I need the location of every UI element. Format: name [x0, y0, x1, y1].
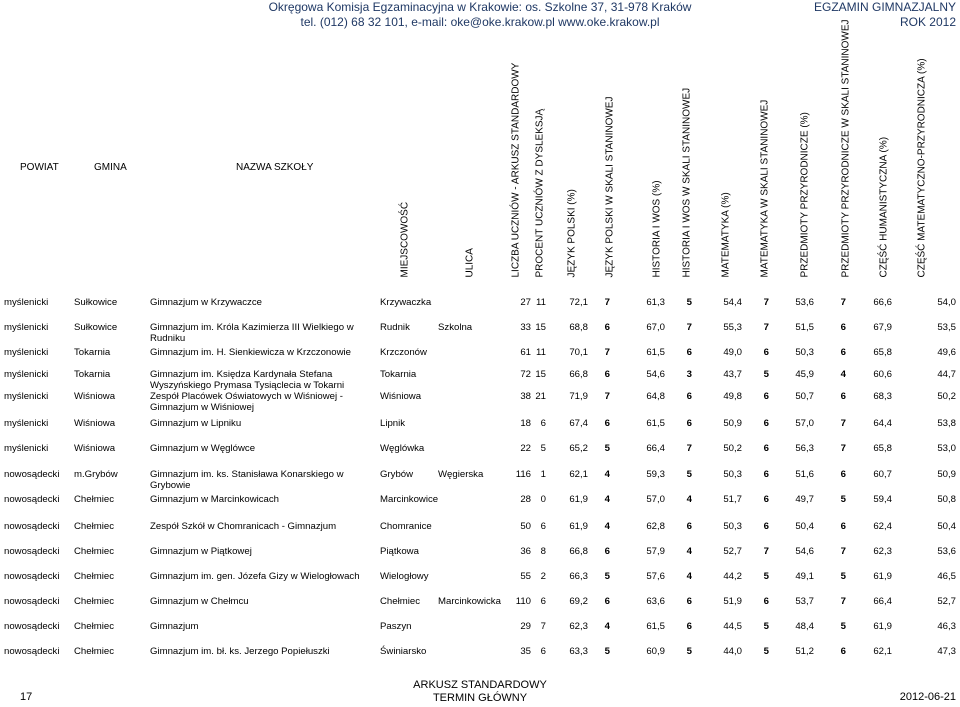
table-cell: Tokarnia [74, 369, 111, 380]
table-cell: 4 [840, 369, 846, 380]
table-cell: myślenicki [4, 297, 49, 308]
table-cell: 47,3 [937, 646, 956, 657]
table-cell: 5 [686, 646, 692, 657]
table-cell: 6 [540, 596, 546, 607]
table-cell: 0 [540, 494, 546, 505]
table-cell: 11 [536, 347, 546, 358]
table-cell: nowosądecki [4, 596, 60, 607]
table-cell: 4 [604, 469, 610, 480]
table-cell: 6 [840, 469, 846, 480]
table-cell: 53,0 [937, 443, 956, 454]
table-cell: 61,9 [569, 521, 588, 532]
table-cell: 54,6 [795, 546, 814, 557]
table-cell: nowosądecki [4, 494, 60, 505]
table-cell: nowosądecki [4, 469, 60, 480]
table-cell: 110 [515, 596, 531, 607]
table-cell: 6 [604, 596, 610, 607]
header-right2: ROK 2012 [899, 15, 956, 29]
table-cell: 44,0 [723, 646, 742, 657]
table-cell: 54,4 [723, 297, 742, 308]
table-row [0, 418, 960, 436]
table-cell: 68,8 [569, 322, 588, 333]
table-cell: 35 [520, 646, 531, 657]
table-cell: Wielogłowy [380, 571, 429, 582]
table-cell: Chełmiec [74, 646, 114, 657]
table-cell: Gimnazjum im. bł. ks. Jerzego Popiełuszki [150, 646, 330, 657]
table-cell: 66,4 [646, 443, 665, 454]
header-right1: EGZAMIN GIMNAZJALNY [813, 0, 956, 14]
table-cell: 6 [686, 418, 692, 429]
table-cell: 51,9 [723, 596, 742, 607]
table-cell: 66,6 [873, 297, 892, 308]
table-cell: nowosądecki [4, 546, 60, 557]
table-cell: 22 [520, 443, 531, 454]
table-cell: 49,0 [723, 347, 742, 358]
table-cell: 7 [540, 621, 546, 632]
table-cell: 5 [763, 369, 769, 380]
table-cell: 6 [763, 596, 769, 607]
col-pps: PRZEDMIOTY PRZYRODNICZE W SKALI STANINOWEJ [840, 19, 852, 278]
table-cell: m.Grybów [74, 469, 118, 480]
table-cell: 4 [686, 546, 692, 557]
table-cell: 53,8 [937, 418, 956, 429]
table-row [0, 494, 960, 512]
table-cell: 6 [686, 521, 692, 532]
table-cell: Paszyn [380, 621, 412, 632]
table-cell: 51,5 [795, 322, 814, 333]
table-cell: 15 [535, 369, 546, 380]
table-cell: 57,9 [646, 546, 665, 557]
table-cell: 5 [763, 646, 769, 657]
table-cell: 50,9 [937, 469, 956, 480]
table-cell: 5 [763, 621, 769, 632]
table-cell: 61,5 [646, 347, 665, 358]
table-cell: 50,3 [723, 521, 742, 532]
col-pp: PRZEDMIOTY PRZYRODNICZE (%) [799, 112, 811, 278]
table-cell: 57,6 [646, 571, 665, 582]
table-cell: 7 [763, 322, 769, 333]
table-cell: Gimnazjum w Marcinkowicach [150, 494, 280, 505]
table-cell: Gimnazjum w Chełmcu [150, 596, 249, 607]
table-row [0, 546, 960, 564]
table-cell: 72 [520, 369, 531, 380]
table-cell: 28 [520, 494, 531, 505]
table-cell: 6 [763, 391, 769, 402]
table-cell: 64,8 [646, 391, 665, 402]
footer-label [380, 679, 580, 705]
table-cell: 62,3 [569, 621, 588, 632]
table-cell: 49,8 [723, 391, 742, 402]
table-cell: 6 [840, 521, 846, 532]
table-cell: 71,9 [569, 391, 588, 402]
table-cell: 61,5 [646, 418, 665, 429]
table-cell: 61 [520, 347, 531, 358]
table-cell: 65,8 [873, 443, 892, 454]
table-cell: Sułkowice [74, 322, 118, 333]
table-cell: 59,4 [873, 494, 892, 505]
table-cell: 63,3 [569, 646, 588, 657]
table-cell: 4 [604, 521, 610, 532]
table-cell: 50,7 [795, 391, 814, 402]
table-cell: 36 [520, 546, 531, 557]
table-cell: Piątkowa [380, 546, 419, 557]
table-cell: 6 [540, 418, 546, 429]
table-cell: 33 [520, 322, 531, 333]
table-cell: Chełmiec [74, 621, 114, 632]
col-powiat: POWIAT [20, 162, 59, 173]
table-cell: 63,6 [646, 596, 665, 607]
table-cell: 7 [604, 347, 610, 358]
table-cell: 7 [604, 297, 610, 308]
table-cell: Marcinkowicka [438, 596, 501, 607]
table-cell: Chomranice [380, 521, 432, 532]
table-cell: 5 [686, 469, 692, 480]
table-cell: 44,7 [937, 369, 956, 380]
table-cell: 29 [520, 621, 531, 632]
table-cell: 51,2 [795, 646, 814, 657]
footer-date: 2012-06-21 [899, 691, 956, 703]
table-cell: 7 [604, 391, 610, 402]
table-cell: 6 [540, 646, 546, 657]
table-cell: Zespół Placówek Oświatowych w Wiśniowej - Gimnazjum w Wiśniowej [150, 391, 343, 413]
table-cell: Chełmiec [380, 596, 420, 607]
col-jps: JĘZYK POLSKI W SKALI STANINOWEJ [604, 96, 616, 278]
table-cell: Lipnik [380, 418, 406, 429]
table-cell: 6 [840, 646, 846, 657]
table-cell: Marcinkowice [380, 494, 439, 505]
table-cell: 7 [686, 443, 692, 454]
table-cell: 67,4 [569, 418, 588, 429]
table-cell: Gimnazjum im. H. Sienkiewicza w Krzczonowie [150, 347, 351, 358]
table-cell: Krzczonów [380, 347, 427, 358]
table-cell: 43,7 [723, 369, 742, 380]
table-cell: 6 [763, 521, 769, 532]
table-cell: Chełmiec [74, 521, 114, 532]
table-cell: 6 [763, 443, 769, 454]
table-cell: Tokarnia [74, 347, 111, 358]
table-cell: 7 [840, 546, 846, 557]
table-cell: 50,8 [937, 494, 956, 505]
table-row [0, 443, 960, 461]
table-cell: 6 [686, 596, 692, 607]
table-cell: nowosądecki [4, 646, 60, 657]
table-cell: 6 [604, 369, 610, 380]
table-cell: 69,2 [569, 596, 588, 607]
table-cell: nowosądecki [4, 571, 60, 582]
table-cell: Rudnik [380, 322, 410, 333]
table-row [0, 521, 960, 539]
table-cell: 6 [604, 546, 610, 557]
table-cell: 52,7 [937, 596, 956, 607]
table-row [0, 646, 960, 664]
table-cell: Gimnazjum w Krzywaczce [150, 297, 262, 308]
table-cell: 6 [840, 347, 846, 358]
table-cell: 5 [604, 646, 610, 657]
table-cell: 7 [840, 418, 846, 429]
table-cell: 7 [763, 297, 769, 308]
table-cell: 50,4 [795, 521, 814, 532]
table-cell: 7 [763, 546, 769, 557]
table-cell: Wiśniowa [74, 418, 116, 429]
table-cell: 66,8 [569, 546, 588, 557]
table-cell: 27 [520, 297, 531, 308]
table-cell: 65,8 [873, 347, 892, 358]
table-cell: 4 [604, 621, 610, 632]
table-cell: 6 [604, 418, 610, 429]
table-cell: 6 [763, 347, 769, 358]
table-cell: 5 [840, 494, 846, 505]
table-cell: 6 [840, 391, 846, 402]
table-cell: 49,6 [937, 347, 956, 358]
table-cell: myślenicki [4, 391, 49, 402]
table-cell: 50,3 [723, 469, 742, 480]
table-cell: 56,3 [795, 443, 814, 454]
table-cell: Gimnazjum im. ks. Stanisława Konarskiego w Grybowie [150, 469, 344, 491]
table-cell: 48,4 [795, 621, 814, 632]
table-cell: 62,8 [646, 521, 665, 532]
table-cell: Wiśniowa [380, 391, 422, 402]
table-cell: 5 [686, 297, 692, 308]
table-cell: 6 [686, 391, 692, 402]
table-cell: Chełmiec [74, 571, 114, 582]
col-gmina: GMINA [94, 162, 127, 173]
table-cell: 6 [686, 621, 692, 632]
table-cell: myślenicki [4, 418, 49, 429]
table-cell: Gimnazjum im. gen. Józefa Gizy w Wielogłowach [150, 571, 360, 582]
table-cell: 6 [686, 347, 692, 358]
table-cell: 6 [763, 418, 769, 429]
table-cell: Krzywaczka [380, 297, 432, 308]
table-row [0, 621, 960, 639]
table-cell: Gimnazjum w Lipniku [150, 418, 242, 429]
col-jp: JĘZYK POLSKI (%) [566, 189, 578, 278]
table-cell: 50 [520, 521, 531, 532]
table-cell: 57,0 [646, 494, 665, 505]
table-cell: 53,6 [795, 297, 814, 308]
table-cell: Wiśniowa [74, 391, 116, 402]
table-row [0, 596, 960, 614]
table-cell: 8 [540, 546, 546, 557]
table-cell: 6 [604, 322, 610, 333]
table-cell: 53,6 [937, 546, 956, 557]
col-ch: CZĘŚĆ HUMANISTYCZNA (%) [878, 136, 890, 278]
table-cell: 5 [840, 621, 846, 632]
table-cell: 50,4 [937, 521, 956, 532]
table-cell: 6 [763, 494, 769, 505]
table-cell: 60,9 [646, 646, 665, 657]
table-cell: 51,6 [795, 469, 814, 480]
table-cell: myślenicki [4, 322, 49, 333]
col-mats: MATEMATYKA W SKALI STANINOWEJ [759, 99, 771, 278]
table-cell: 5 [604, 443, 610, 454]
col-liczba: LICZBA UCZNIÓW - ARKUSZ STANDARDOWY [510, 62, 522, 278]
table-cell: 61,9 [569, 494, 588, 505]
table-cell: 11 [536, 297, 546, 308]
table-cell: Wiśniowa [74, 443, 116, 454]
table-cell: 61,9 [873, 621, 892, 632]
table-cell: 66,8 [569, 369, 588, 380]
table-cell: Świniarsko [380, 646, 427, 657]
table-row [0, 347, 960, 365]
table-cell: 70,1 [569, 347, 588, 358]
col-mat: MATEMATYKA (%) [720, 192, 732, 278]
table-cell: 44,5 [723, 621, 742, 632]
table-cell: 62,1 [873, 646, 892, 657]
table-cell: 57,0 [795, 418, 814, 429]
table-cell: 7 [840, 443, 846, 454]
col-ulica: ULICA [464, 248, 476, 278]
header-address [260, 0, 700, 30]
table-cell: 4 [686, 494, 692, 505]
table-cell: nowosądecki [4, 521, 60, 532]
table-cell: 6 [763, 469, 769, 480]
col-miejscowosc: MIEJSCOWOŚĆ [399, 201, 411, 278]
footer-termin: TERMIN GŁÓWNY [432, 692, 528, 704]
table-cell: Chełmiec [74, 494, 114, 505]
table-cell: Gimnazjum im. Księdza Kardynała Stefana Wyszyńskiego Prymasa Tysiąclecia w Tokarni [150, 369, 345, 391]
footer-arkusz: ARKUSZ STANDARDOWY [413, 679, 547, 691]
table-cell: 49,1 [795, 571, 814, 582]
table-cell: 54,6 [646, 369, 665, 380]
table-cell: 55 [520, 571, 531, 582]
table-cell: Chełmiec [74, 596, 114, 607]
table-cell: 61,5 [646, 621, 665, 632]
col-cm: CZĘŚĆ MATEMATYCZNO-PRZYRODNICZA (%) [916, 58, 928, 278]
table-cell: 68,3 [873, 391, 892, 402]
table-cell: Gimnazjum im. Króla Kazimierza III Wielkiego w Rudniku [150, 322, 354, 344]
table-cell: 62,1 [569, 469, 588, 480]
table-cell: 44,2 [723, 571, 742, 582]
header-line1: Okręgowa Komisja Egzaminacyjna w Krakowie: os. Szkolne 37, 31-978 Kraków [268, 0, 692, 14]
table-cell: 5 [604, 571, 610, 582]
table-row [0, 469, 960, 491]
table-cell: 4 [604, 494, 610, 505]
table-cell: 4 [686, 571, 692, 582]
table-cell: Gimnazjum w Węglówce [150, 443, 256, 454]
table-cell: Tokarnia [380, 369, 417, 380]
table-cell: Węglówka [380, 443, 425, 454]
header-line2: tel. (012) 68 32 101, e-mail: oke@oke.krakow.pl www.oke.krakow.pl [300, 15, 660, 29]
page-number: 17 [20, 691, 33, 703]
table-cell: 18 [520, 418, 531, 429]
table-cell: 6 [540, 521, 546, 532]
table-cell: 62,4 [873, 521, 892, 532]
table-cell: myślenicki [4, 443, 49, 454]
table-cell: 21 [535, 391, 546, 402]
table-cell: 61,9 [873, 571, 892, 582]
table-cell: 50,2 [937, 391, 956, 402]
table-cell: 66,4 [873, 596, 892, 607]
table-row [0, 369, 960, 391]
table-cell: 38 [520, 391, 531, 402]
table-cell: 60,7 [873, 469, 892, 480]
table-cell: Chełmiec [74, 546, 114, 557]
table-row [0, 391, 960, 413]
table-cell: 50,9 [723, 418, 742, 429]
table-cell: myślenicki [4, 347, 49, 358]
table-cell: 65,2 [569, 443, 588, 454]
table-row [0, 297, 960, 315]
table-cell: 5 [763, 571, 769, 582]
table-cell: 50,3 [795, 347, 814, 358]
table-cell: 1 [540, 469, 546, 480]
table-cell: 7 [840, 297, 846, 308]
table-cell: nowosądecki [4, 621, 60, 632]
table-cell: 61,3 [646, 297, 665, 308]
table-cell: 46,3 [937, 621, 956, 632]
table-cell: 60,6 [873, 369, 892, 380]
table-cell: 67,0 [646, 322, 665, 333]
table-cell: 62,3 [873, 546, 892, 557]
table-cell: 50,2 [723, 443, 742, 454]
col-nazwa: NAZWA SZKOŁY [236, 162, 314, 173]
table-cell: 72,1 [569, 297, 588, 308]
table-cell: 3 [686, 369, 692, 380]
table-cell: myślenicki [4, 369, 49, 380]
table-cell: 55,3 [723, 322, 742, 333]
table-cell: 15 [535, 322, 546, 333]
table-cell: 67,9 [873, 322, 892, 333]
table-cell: 64,4 [873, 418, 892, 429]
table-cell: Szkolna [438, 322, 473, 333]
col-hw: HISTORIA I WOS (%) [651, 180, 663, 278]
table-cell: 59,3 [646, 469, 665, 480]
table-cell: 6 [840, 322, 846, 333]
table-cell: Gimnazjum w Piątkowej [150, 546, 252, 557]
col-procent: PROCENT UCZNIÓW Z DYSLEKSJĄ [534, 108, 546, 278]
table-row [0, 322, 960, 344]
table-cell: 45,9 [795, 369, 814, 380]
table-cell: 54,0 [937, 297, 956, 308]
table-cell: 7 [840, 596, 846, 607]
table-cell: 2 [540, 571, 546, 582]
table-cell: 53,5 [937, 322, 956, 333]
table-cell: 53,7 [795, 596, 814, 607]
table-cell: 7 [686, 322, 692, 333]
table-cell: 66,3 [569, 571, 588, 582]
col-hws: HISTORIA I WOS W SKALI STANINOWEJ [681, 87, 693, 278]
table-cell: 51,7 [723, 494, 742, 505]
table-cell: 46,5 [937, 571, 956, 582]
table-row [0, 571, 960, 589]
table-cell: Zespół Szkół w Chomranicach - Gimnazjum [150, 521, 337, 532]
table-cell: 49,7 [795, 494, 814, 505]
table-cell: Węgierska [438, 469, 484, 480]
table-cell: 116 [515, 469, 531, 480]
table-cell: Grybów [380, 469, 414, 480]
table-cell: Sułkowice [74, 297, 118, 308]
table-cell: 52,7 [723, 546, 742, 557]
table-cell: 5 [540, 443, 546, 454]
table-cell: 5 [840, 571, 846, 582]
header-exam [756, 0, 956, 30]
table-cell: Gimnazjum [150, 621, 199, 632]
